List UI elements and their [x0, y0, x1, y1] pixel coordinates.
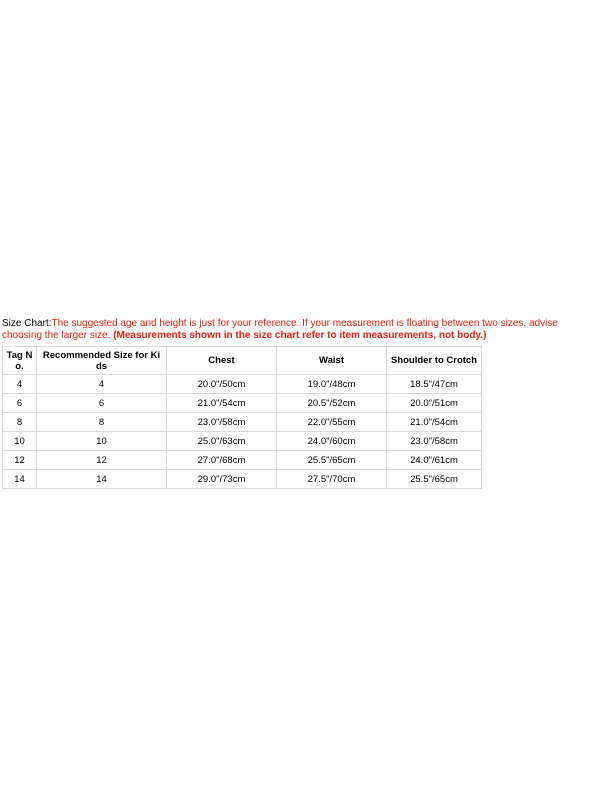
size-advice-note: The suggested age and height is just for your reference. If your measurement is floating between two sizes, advise choosing the larger size.: [2, 318, 558, 341]
cell-waist: 27.5"/70cm: [277, 470, 387, 489]
size-chart-intro: [2, 318, 598, 342]
cell-waist: 19.0"/48cm: [277, 375, 387, 394]
measurement-note: (Measurements shown in the size chart refer to item measurements, not body.): [113, 330, 487, 341]
cell-chest: 23.0"/58cm: [167, 413, 277, 432]
header-recommended-size: Recommended Size for Ki ds: [37, 347, 167, 375]
header-waist: Waist: [277, 347, 387, 375]
header-shoulder-to-crotch: Shoulder to Crotch: [387, 347, 482, 375]
header-chest: Chest: [167, 347, 277, 375]
cell-shoulder-crotch: 23.0"/58cm: [387, 432, 482, 451]
cell-chest: 27.0"/68cm: [167, 451, 277, 470]
cell-size: 8: [37, 413, 167, 432]
cell-waist: 24.0"/60cm: [277, 432, 387, 451]
table-header-row: [3, 347, 482, 375]
cell-shoulder-crotch: 21.0"/54cm: [387, 413, 482, 432]
size-chart: [2, 318, 598, 489]
cell-shoulder-crotch: 24.0"/61cm: [387, 451, 482, 470]
table-row: [3, 432, 482, 451]
cell-shoulder-crotch: 25.5"/65cm: [387, 470, 482, 489]
table-row: [3, 470, 482, 489]
cell-waist: 20.5"/52cm: [277, 394, 387, 413]
table-row: [3, 375, 482, 394]
cell-tag: 4: [3, 375, 37, 394]
cell-tag: 6: [3, 394, 37, 413]
cell-tag: 12: [3, 451, 37, 470]
cell-tag: 14: [3, 470, 37, 489]
cell-size: 12: [37, 451, 167, 470]
cell-size: 6: [37, 394, 167, 413]
cell-size: 14: [37, 470, 167, 489]
cell-chest: 29.0"/73cm: [167, 470, 277, 489]
table-row: [3, 394, 482, 413]
cell-chest: 20.0"/50cm: [167, 375, 277, 394]
size-chart-label: Size Chart:: [2, 318, 52, 329]
cell-waist: 22.0"/55cm: [277, 413, 387, 432]
cell-shoulder-crotch: 20.0"/51cm: [387, 394, 482, 413]
table-row: [3, 451, 482, 470]
cell-tag: 10: [3, 432, 37, 451]
cell-size: 10: [37, 432, 167, 451]
cell-waist: 25.5"/65cm: [277, 451, 387, 470]
header-tag-no: Tag N o.: [3, 347, 37, 375]
size-table: [2, 346, 482, 489]
cell-size: 4: [37, 375, 167, 394]
cell-tag: 8: [3, 413, 37, 432]
cell-chest: 25.0"/63cm: [167, 432, 277, 451]
table-row: [3, 413, 482, 432]
cell-chest: 21.0"/54cm: [167, 394, 277, 413]
cell-shoulder-crotch: 18.5"/47cm: [387, 375, 482, 394]
